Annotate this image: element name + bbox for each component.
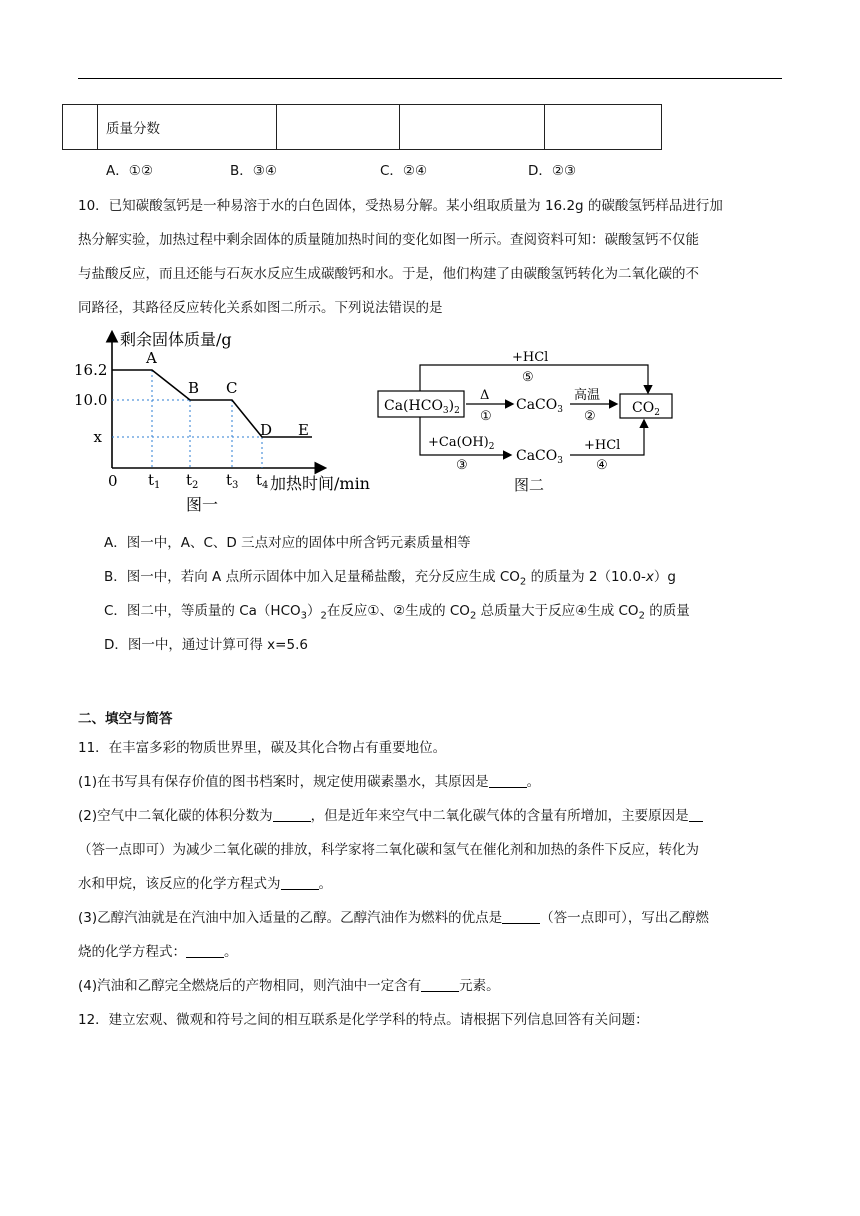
table-cell-label: 质量分数 xyxy=(98,105,277,150)
q10-line-4: 同路径，其路径反应转化关系如图二所示。下列说法错误的是 xyxy=(78,300,443,316)
q9-option-a: A．①② xyxy=(106,163,153,179)
origin-label: 0 xyxy=(108,472,118,490)
q10-line-2: 热分解实验，加热过程中剩余固体的质量随加热时间的变化如图一所示。查阅资料可知：碳酸氢钙不仅能 xyxy=(78,232,699,248)
table-cell xyxy=(277,105,400,150)
y-tick-label: x xyxy=(93,428,102,446)
answer-blank[interactable] xyxy=(689,807,703,822)
reaction-2-condition: 高温 xyxy=(574,388,601,403)
reaction-3-condition: $+Ca(OH)_2$ xyxy=(428,435,495,452)
label-co2: $CO_2$ xyxy=(632,400,660,418)
q11-part-2-line-2: （答一点即可）为减少二氧化碳的排放，科学家将二氧化碳和氢气在催化剂和加热的条件下反应，转化为 xyxy=(78,842,699,858)
reaction-5-condition: +HCl xyxy=(512,350,549,365)
table-cell xyxy=(63,105,98,150)
answer-blank[interactable] xyxy=(281,875,319,890)
x-axis-label: 加热时间/min xyxy=(270,474,370,493)
header-rule xyxy=(78,78,782,79)
reaction-2-number: ② xyxy=(584,409,596,424)
q10-line-1: 10．已知碳酸氢钙是一种易溶于水的白色固体，受热易分解。某小组取质量为 16.2g 的碳酸氢钙样品进行加 xyxy=(78,198,723,214)
reaction-5-number: ⑤ xyxy=(522,370,534,385)
answer-blank[interactable] xyxy=(502,909,540,924)
answer-blank[interactable] xyxy=(489,773,527,788)
answer-blank[interactable] xyxy=(421,977,459,992)
mass-curve xyxy=(112,370,312,437)
reaction-4-number: ④ xyxy=(596,458,608,473)
reaction-4-condition: +HCl xyxy=(584,438,621,453)
x-tick-label: $t_3$ xyxy=(226,471,239,491)
q9-option-b: B．③④ xyxy=(230,163,277,179)
q10-option-d: D．图一中，通过计算可得 x=5.6 xyxy=(104,637,308,653)
q11-intro: 11．在丰富多彩的物质世界里，碳及其化合物占有重要地位。 xyxy=(78,740,447,756)
x-tick-label: $t_4$ xyxy=(256,471,269,491)
q11-part-4: (4)汽油和乙醇完全燃烧后的产物相同，则汽油中一定含有 元素。 xyxy=(78,978,500,994)
q10-option-c: C．图二中，等质量的 $Ca(HCO_3)_2$在反应①、②生成的 $CO_2$ 总质量大于反应④生成 $CO_2$ 的质量 xyxy=(104,603,690,622)
y-tick-label: 10.0 xyxy=(74,391,108,409)
q11-part-3-line-2: 烧的化学方程式： 。 xyxy=(78,944,238,960)
q10-line-3: 与盐酸反应，而且还能与石灰水反应生成碳酸钙和水。于是，他们构建了由碳酸氢钙转化为二氧化碳的不 xyxy=(78,266,699,282)
arrow-reaction-5 xyxy=(420,365,648,392)
q11-part-2-line-3: 水和甲烷，该反应的化学方程式为 。 xyxy=(78,876,332,892)
reaction-1-number: ① xyxy=(480,409,492,424)
label-caco3-2: CaCO$_3$ xyxy=(516,448,563,466)
point-label-c: C xyxy=(226,379,238,397)
q12-intro: 12．建立宏观、微观和符号之间的相互联系是化学学科的特点。请根据下列信息回答有关问题： xyxy=(78,1012,649,1028)
q9-option-d: D．②③ xyxy=(528,163,577,179)
q10-option-a: A．图一中，A、C、D 三点对应的固体中所含钙元素质量相等 xyxy=(104,535,471,551)
x-tick-label: $t_2$ xyxy=(186,471,199,491)
reaction-1-condition: Δ xyxy=(480,388,490,403)
point-label-a: A xyxy=(146,349,157,367)
figure-1-caption: 图一 xyxy=(186,495,219,514)
answer-blank[interactable] xyxy=(273,807,311,822)
y-axis-label: 剩余固体质量/g xyxy=(120,330,232,349)
label-caco3-1: CaCO$_3$ xyxy=(516,397,563,415)
q11-part-1: (1)在书写具有保存价值的图书档案时，规定使用碳素墨水，其原因是 。 xyxy=(78,774,541,790)
figure-2-caption: 图二 xyxy=(514,476,545,494)
answer-blank[interactable] xyxy=(186,943,224,958)
reaction-3-number: ③ xyxy=(456,458,468,473)
table-cell xyxy=(545,105,662,150)
answer-table-fragment xyxy=(62,104,662,150)
point-label-d: D xyxy=(260,421,273,439)
section-heading: 二、填空与简答 xyxy=(78,711,173,727)
point-label-e: E xyxy=(298,421,309,439)
y-tick-label: 16.2 xyxy=(74,361,108,379)
q11-part-3-line-1: (3)乙醇汽油就是在汽油中加入适量的乙醇。乙醇汽油作为燃料的优点是 （答一点即可），写出乙醇燃 xyxy=(78,910,709,926)
figure-2-diagram xyxy=(370,345,690,495)
q11-part-2-line-1: (2)空气中二氧化碳的体积分数为 ，但是近年来空气中二氧化碳气体的含量有所增加，主要原因是 xyxy=(78,804,703,824)
label-calcium-bicarbonate: $Ca(HCO_3)_2$ xyxy=(384,398,460,416)
x-tick-label: $t_1$ xyxy=(148,471,161,491)
q10-option-b: B．图一中，若向 A 点所示固体中加入足量稀盐酸，充分反应生成 $CO_2$ 的质量为 2（10.0-x）g xyxy=(104,569,676,588)
table-cell xyxy=(400,105,545,150)
q9-option-c: C．②④ xyxy=(380,163,428,179)
figure-1-chart xyxy=(70,325,390,515)
point-label-b: B xyxy=(188,379,200,397)
